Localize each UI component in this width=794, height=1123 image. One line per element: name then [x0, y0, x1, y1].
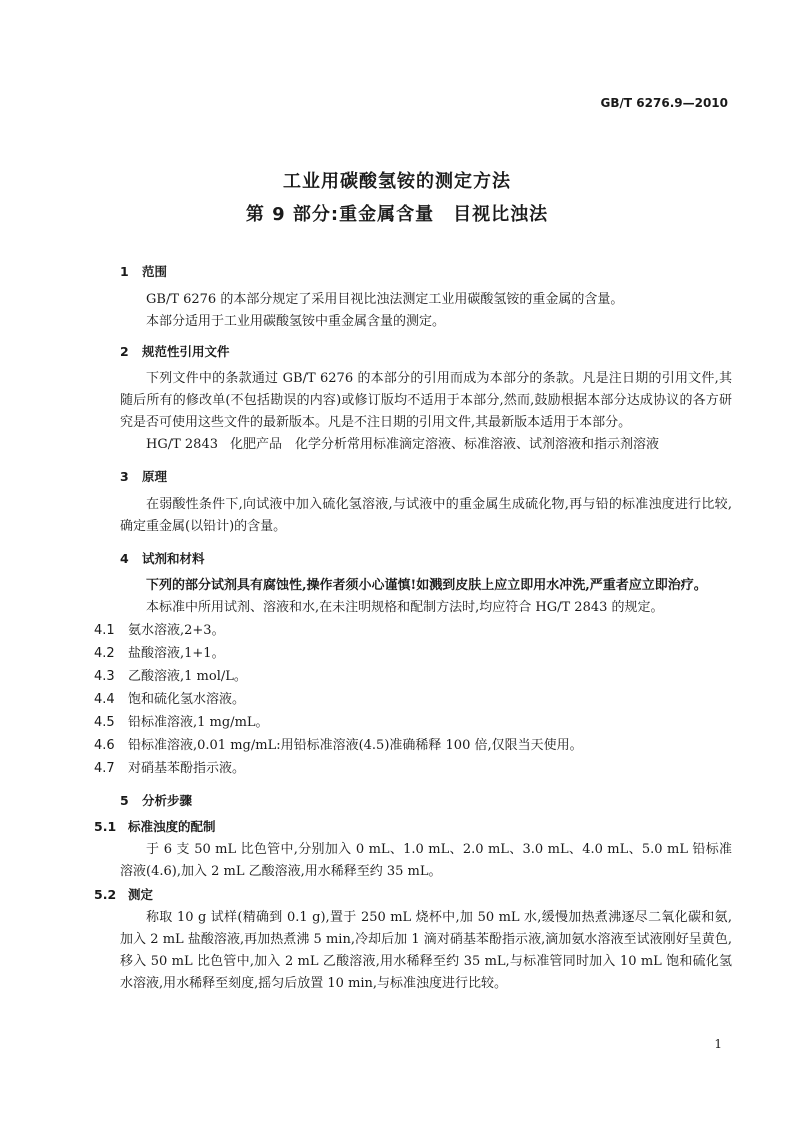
item-number: 4.6 [94, 738, 115, 753]
standard-code: GB/T 6276.9—2010 [600, 96, 728, 110]
item-text: 铅标准溶液,0.01 mg/mL:用铅标准溶液(4.5)准确稀释 100 倍,仅限当天使用。 [128, 738, 583, 753]
item-text: 乙酸溶液,1 mol/L。 [128, 669, 247, 684]
section-number: 2 [120, 344, 129, 359]
subsection-heading-determination [94, 883, 732, 907]
item-number: 4.1 [94, 623, 115, 638]
section-heading-principle [120, 467, 732, 485]
item-text: 盐酸溶液,1+1。 [128, 646, 225, 661]
section-heading-normative-references [120, 342, 732, 360]
subsection-number: 5.1 [94, 819, 117, 834]
list-item [94, 665, 732, 688]
item-number: 4.3 [94, 669, 115, 684]
references-paragraph: 下列文件中的条款通过 GB/T 6276 的本部分的引用而成为本部分的条款。凡是注日期的引用文件,其随后所有的修改单(不包括勘误的内容)或修订版均不适用于本部分,然而,鼓励根据本部分达成协议的各方研究是否可使用这些文件的最新版本。凡是不注日期的引用文件,其最新版本适用于本部分。 [120, 371, 732, 430]
item-text: 铅标准溶液,1 mg/mL。 [128, 715, 269, 730]
section-number: 4 [120, 551, 129, 566]
section-heading-reagents [120, 549, 732, 567]
section-title: 分析步骤 [142, 793, 193, 808]
scope-paragraph-2: 本部分适用于工业用碳酸氢铵中重金属含量的测定。 [146, 314, 446, 329]
section-heading-procedure [120, 791, 732, 809]
reagents-paragraph: 本标准中所用试剂、溶液和水,在未注明规格和配制方法时,均应符合 HG/T 2843 的规定。 [146, 600, 664, 615]
list-item [94, 688, 732, 711]
item-number: 4.4 [94, 692, 115, 707]
section-title: 范围 [142, 264, 168, 279]
item-text: 氨水溶液,2+3。 [128, 623, 225, 638]
list-item [94, 642, 732, 665]
item-number: 4.5 [94, 715, 115, 730]
subsection-title: 测定 [128, 887, 154, 902]
section-title: 原理 [142, 469, 168, 484]
page-number: 1 [714, 1037, 722, 1051]
list-item [94, 734, 732, 757]
subsection-title: 标准浊度的配制 [128, 819, 216, 834]
standard-turbidity-paragraph: 于 6 支 50 mL 比色管中,分别加入 0 mL、1.0 mL、2.0 mL、3.0 mL、4.0 mL、5.0 mL 铅标准溶液(4.6),加入 2 mL 乙酸溶液,用水稀释至约 35 mL。 [120, 842, 732, 879]
reference-title: 化肥产品 化学分析常用标准滴定溶液、标准溶液、试剂溶液和指示剂溶液 [230, 437, 660, 452]
document-body [94, 262, 732, 995]
safety-warning: 下列的部分试剂具有腐蚀性,操作者须小心谨慎!如溅到皮肤上应立即用水冲洗,严重者应立即治疗。 [146, 578, 707, 593]
section-number: 3 [120, 469, 129, 484]
list-item [94, 757, 732, 780]
reagent-list [94, 619, 732, 780]
determination-paragraph: 称取 10 g 试样(精确到 0.1 g),置于 250 mL 烧杯中,加 50 mL 水,缓慢加热煮沸逐尽二氧化碳和氨,加入 2 mL 盐酸溶液,再加热煮沸 5 min,冷却后加 1 滴对硝基苯酚指示液,滴加氨水溶液至试液刚好呈黄色,移入 50 mL 比色管中,加入 2 mL 乙酸溶液,用水稀释至约 35 mL,与标准管同时加入 10 mL 饱和硫化氢水溶液,用水稀释至刻度,摇匀后放置 10 min,与标准浊度进行比较。 [120, 910, 732, 991]
section-title: 试剂和材料 [142, 551, 205, 566]
section-title: 规范性引用文件 [142, 344, 230, 359]
principle-paragraph: 在弱酸性条件下,向试液中加入硫化氢溶液,与试液中的重金属生成硫化物,再与铅的标准浊度进行比较,确定重金属(以铅计)的含量。 [120, 497, 732, 534]
item-text: 对硝基苯酚指示液。 [128, 761, 246, 776]
item-text: 饱和硫化氢水溶液。 [128, 692, 246, 707]
reference-entry [120, 434, 732, 456]
subsection-number: 5.2 [94, 887, 117, 902]
subsection-heading-standard-turbidity [94, 815, 732, 839]
item-number: 4.2 [94, 646, 115, 661]
reference-code: HG/T 2843 [146, 437, 218, 452]
scope-paragraph-1: GB/T 6276 的本部分规定了采用目视比浊法测定工业用碳酸氢铵的重金属的含量。 [146, 292, 624, 307]
list-item [94, 711, 732, 734]
section-number: 1 [120, 264, 129, 279]
section-number: 5 [120, 793, 129, 808]
item-number: 4.7 [94, 761, 115, 776]
section-heading-scope [120, 262, 732, 280]
document-subtitle: 第 9 部分:重金属含量 目视比浊法 [245, 204, 549, 225]
list-item [94, 619, 732, 642]
document-title: 工业用碳酸氢铵的测定方法 [283, 171, 511, 192]
